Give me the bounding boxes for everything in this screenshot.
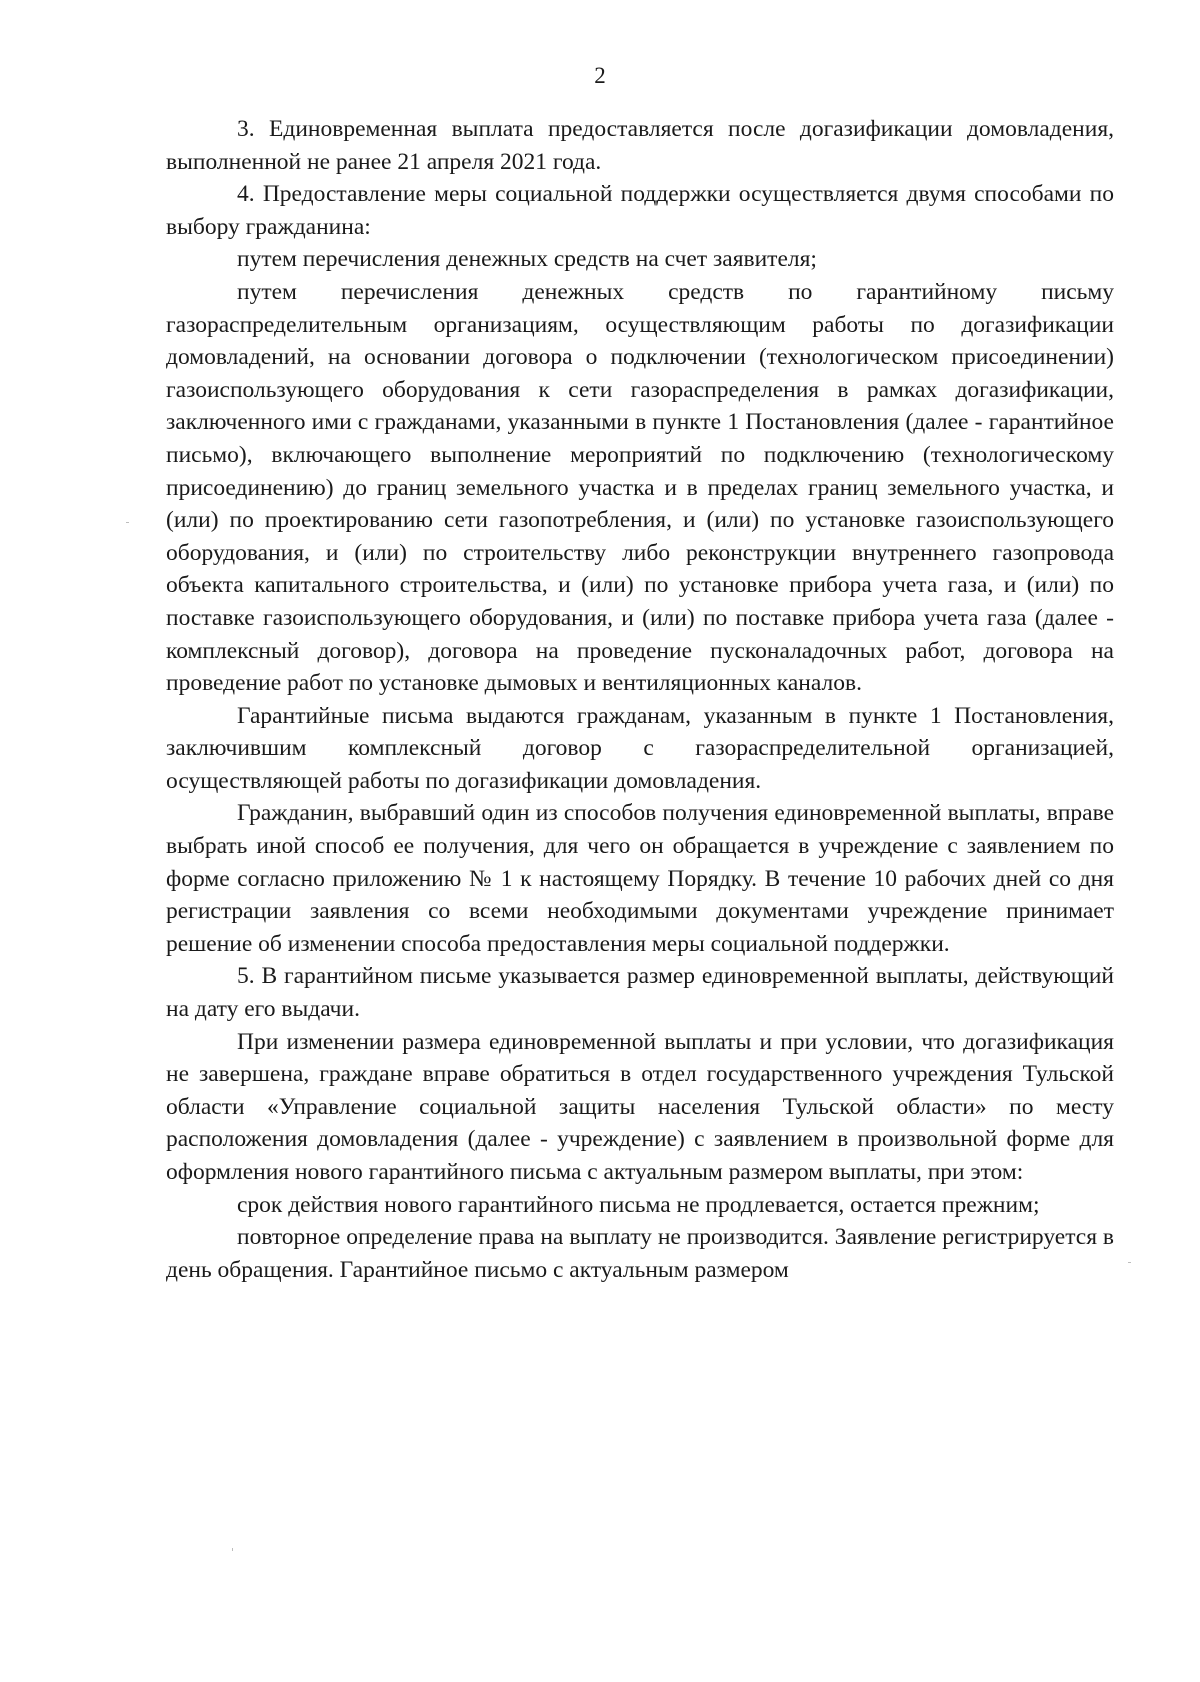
paragraph-item-5: 5. В гарантийном письме указывается размер единовременной выплаты, действующий на дату его выдачи. bbox=[166, 963, 1114, 1023]
paragraph-method-guarantee-letter: путем перечисления денежных средств по гарантийному письму газораспределительным организациям, осуществляющим работы по догазификации домовладений, на основании договора о подключении (технологическом присоединении) газоиспользующего оборудования к сети газораспределения в рамках догазификации, заключенного ими с гражданами, указанными в пункте 1 Постановления (далее - гарантийное письмо), включающего выполнение мероприятий по подключению (технологическому присоединению) до границ земельного участка и в пределах границ земельного участка, и (или) по проектированию сети газопотребления, и (или) по установке газоиспользующего оборудования, и (или) по строительству либо реконструкции внутреннего газопровода объекта капитального строительства, и (или) по установке прибора учета газа, и (или) по поставке газоиспользующего оборудования, и (или) по поставке прибора учета газа (далее - комплексный договор), договора на проведение пусконаладочных работ, договора на проведение работ по установке дымовых и вентиляционных каналов. bbox=[166, 278, 1114, 697]
paragraph-method-account: путем перечисления денежных средств на счет заявителя; bbox=[237, 246, 817, 273]
paragraph-item-3: 3. Единовременная выплата предоставляется после догазификации домовладения, выполненной не ранее 21 апреля 2021 года. bbox=[166, 116, 1114, 175]
paragraph-item-4: 4. Предоставление меры социальной поддержки осуществляется двумя способами по выбору гражданина: bbox=[166, 181, 1114, 240]
scan-speck bbox=[232, 1548, 233, 1551]
paragraph-validity-term: срок действия нового гарантийного письма не продлевается, остается прежним; bbox=[237, 1191, 1040, 1218]
paragraph-change-method: Гражданин, выбравший один из способов получения единовременной выплаты, вправе выбрать иной способ ее получения, для чего он обращается в учреждение с заявлением по форме согласно приложению № 1 к настоящему Порядку. В течение 10 рабочих дней со дня регистрации заявления со всеми необходимыми документами учреждение принимает решение об изменении способа предоставления меры социальной поддержки. bbox=[166, 800, 1114, 957]
scan-speck bbox=[126, 522, 129, 523]
paragraph-payment-change: При изменении размера единовременной выплаты и при условии, что догазификация не завершена, граждане вправе обратиться в отдел государственного учреждения Тульской области «Управление социальной защиты населения Тульской области» по месту расположения домовладения (далее - учреждение) с заявлением в произвольной форме для оформления нового гарантийного письма с актуальным размером выплаты, при этом: bbox=[166, 1028, 1114, 1185]
page-number: 2 bbox=[594, 63, 606, 88]
paragraph-repeat-determination: повторное определение права на выплату не производится. Заявление регистрируется в день обращения. Гарантийное письмо с актуальным размером bbox=[166, 1224, 1114, 1283]
scan-speck bbox=[1128, 1262, 1131, 1263]
paragraph-guarantee-letters-issued: Гарантийные письма выдаются гражданам, указанным в пункте 1 Постановления, заключившим комплексный договор с газораспределительной организацией, осуществляющей работы по догазификации домовладения. bbox=[166, 702, 1114, 794]
document-body bbox=[166, 113, 1114, 1286]
